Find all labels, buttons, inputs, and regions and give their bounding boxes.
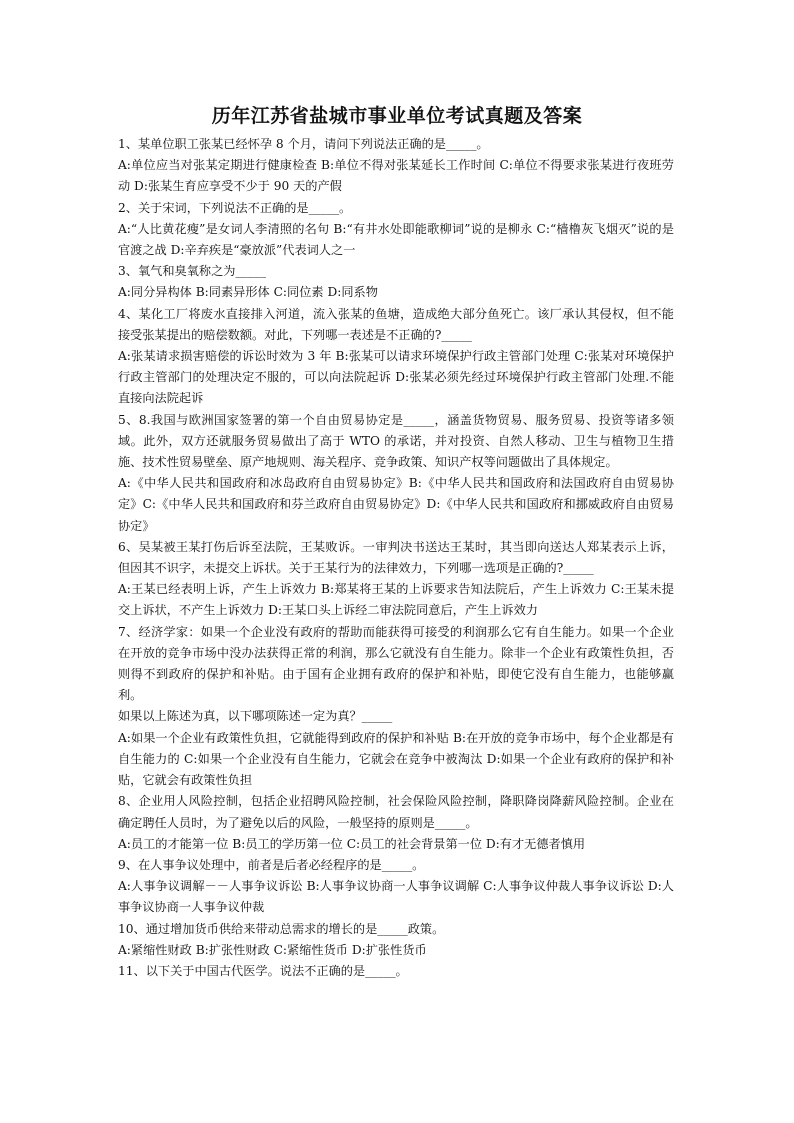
question-11: 11、以下关于中国古代医学。说法不正确的是_____。 — [118, 963, 408, 978]
question-1-options: A:单位应当对张某定期进行健康检查 B:单位不得对张某延长工作时间 C:单位不得要求张某进行夜班劳动 D:张某生育应享受不少于 90 天的产假 — [118, 158, 674, 194]
question-7-options: A:如果一个企业有政策性负担，它就能得到政府的保护和补贴 B:在开放的竞争市场中，每个企业都是有自生能力的 C:如果一个企业没有自生能力，它就会在竞争中被淘汰 D:如果一个企业有政府的保护和补贴，它就会有政策性负担 — [118, 730, 674, 788]
question-8: 8、企业用人风险控制，包括企业招聘风险控制，社会保险风险控制，降职降岗降薪风险控制。企业在确定聘任人员时，为了避免以后的风险，一般坚持的原则是_____。 — [118, 794, 674, 830]
question-6: 6、吴某被王某打伤后诉至法院，王某败诉。一审判决书送达王某时，其当即向送达人郑某表示上诉，但因其不识字，未提交上诉状。关于王某行为的法律效力，下列哪一选项是正确的?_____ — [118, 539, 674, 576]
question-8-options: A:员工的才能第一位 B:员工的学历第一位 C:员工的社会背景第一位 D:有才无德者慎用 — [118, 836, 586, 851]
document-body — [118, 134, 674, 982]
question-1: 1、某单位职工张某已经怀孕 8 个月，请问下列说法正确的是_____。 — [118, 137, 489, 151]
question-4-options: A:张某请求损害赔偿的诉讼时效为 3 年 B:张某可以请求环境保护行政主管部门处理 C:张某对环境保护行政主管部门的处理决定不服的，可以向法院起诉 D:张某必须先经过环境保护行政主管部门处理.不能直接向法院起诉 — [118, 349, 674, 406]
question-10-options: A:紧缩性财政 B:扩张性财政 C:紧缩性货币 D:扩张性货币 — [118, 942, 427, 957]
question-3-options: A:同分异构体 B:同素异形体 C:同位素 D:同系物 — [118, 285, 378, 300]
question-6-options: A:王某已经表明上诉，产生上诉效力 B:郑某将王某的上诉要求告知法院后，产生上诉效力 C:王某未提交上诉状，不产生上诉效力 D:王某口头上诉经二审法院同意后，产生上诉效力 — [118, 582, 674, 618]
question-2-options: A:“人比黄花瘦”是女词人李清照的名句 B:“有井水处即能歌柳词”说的是柳永 C:“樯橹灰飞烟灭”说的是官渡之战 D:辛弃疾是“豪放派”代表词人之一 — [118, 221, 674, 258]
question-9: 9、在人事争议处理中，前者是后者必经程序的是_____。 — [118, 857, 425, 872]
document-title: 历年江苏省盐城市事业单位考试真题及答案 — [211, 105, 583, 127]
question-7-prompt: 如果以上陈述为真，以下哪项陈述一定为真？_____ — [118, 709, 393, 724]
question-3: 3、氧气和臭氧称之为_____ — [118, 264, 266, 279]
question-5: 5、8.我国与欧洲国家签署的第一个自由贸易协定是_____，涵盖货物贸易、服务贸易、投资等诸多领域。此外，双方还就服务贸易做出了高于 WTO 的承诺，并对投资、自然人移动、卫生与植物卫生措施、技术性贸易壁垒、原产地规则、海关程序、竞争政策、知识产权等问题做出了具体规定。 — [118, 412, 674, 470]
question-4: 4、某化工厂将废水直接排入河道，流入张某的鱼塘，造成绝大部分鱼死亡。该厂承认其侵权，但不能接受张某提出的赔偿数额。对此，下列哪一表述是不正确的?_____ — [118, 306, 674, 342]
question-5-options: A:《中华人民共和国政府和冰岛政府自由贸易协定》B:《中华人民共和国政府和法国政府自由贸易协定》C:《中华人民共和国政府和芬兰政府自由贸易协定》D:《中华人民共和国政府和挪威政府自由贸易协定》 — [118, 476, 674, 533]
question-9-options: A:人事争议调解－－人事争议诉讼 B:人事争议协商一人事争议调解 C:人事争议仲裁人事争议诉讼 D:人事争议协商一人事争议仲裁 — [118, 879, 674, 915]
question-7: 7、经济学家：如果一个企业没有政府的帮助而能获得可接受的利润那么它有自生能力。如果一个企业在开放的竞争市场中没办法获得正常的利润，那么它就没有自生能力。除非一个企业有政策性负担，否则得不到政府的保护和补贴。由于国有企业拥有政府的保护和补贴，即使它没有自生能力，也能够赢利。 — [118, 624, 674, 703]
question-2: 2、关于宋词，下列说法不正确的是_____。 — [118, 200, 352, 215]
question-10: 10、通过增加货币供给来带动总需求的增长的是_____政策。 — [118, 921, 445, 936]
